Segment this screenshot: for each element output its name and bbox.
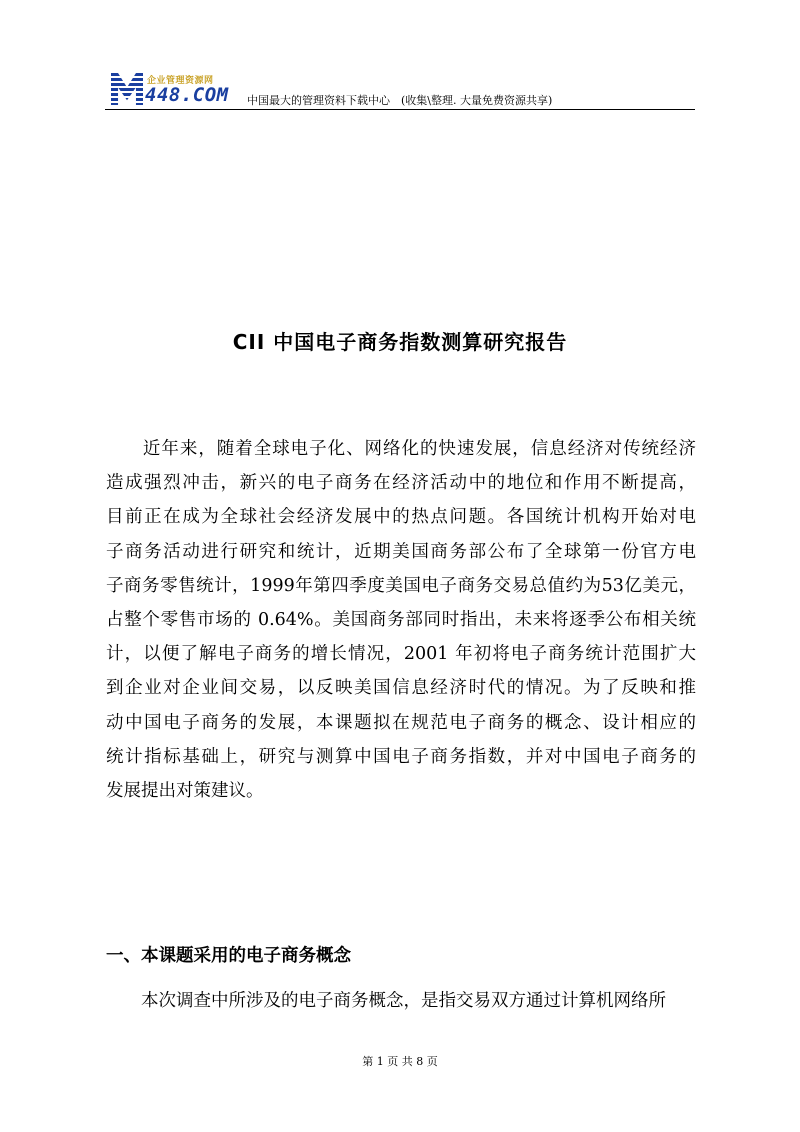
paragraph-line: 统计指标基础上，研究与测算中国电子商务指数，并对中国电子商务的 [106,746,696,767]
paragraph-line: 到企业对企业间交易，以反映美国信息经济时代的情况。为了反映和推 [106,678,696,699]
site-logo [111,73,241,107]
logo-m-mark [111,73,143,105]
section-heading: 一、本课题采用的电子商务概念 [106,946,351,966]
page-footer: 第 1 页 共 8 页 [362,1055,438,1068]
paragraph-line: 子商务活动进行研究和统计，近期美国商务部公布了全球第一份官方电 [106,541,696,562]
page-header [105,70,695,110]
paragraph-line: 近年来，随着全球电子化、网络化的快速发展，信息经济对传统经济 [106,439,696,459]
paragraph-line: 占整个零售市场的 0.64%。美国商务部同时指出，未来将逐季公布相关统 [106,610,696,631]
logo-domain-text: 448.COM [145,84,229,106]
paragraph-line: 目前正在成为全球社会经济发展中的热点问题。各国统计机构开始对电 [106,507,696,528]
header-tagline: 中国最大的管理资料下载中心 (收集\整理. 大量免费资源共享) [247,94,553,107]
document-title: CII 中国电子商务指数测算研究报告 [232,330,568,354]
header-divider [105,109,695,110]
paragraph-line-last: 发展提出对策建议。 [106,781,264,802]
paragraph-line: 动中国电子商务的发展，本课题拟在规范电子商务的概念、设计相应的 [106,712,696,733]
paragraph-line: 子商务零售统计，1999年第四季度美国电子商务交易总值约为53亿美元， [106,575,696,596]
paragraph-line: 造成强烈冲击，新兴的电子商务在经济活动中的地位和作用不断提高， [106,473,696,494]
intro-paragraph [106,432,696,808]
logo-chinese-text: 企业管理资源网 [147,76,214,86]
paragraph-line: 计，以便了解电子商务的增长情况，2001 年初将电子商务统计范围扩大 [106,644,696,665]
section-paragraph: 本次调查中所涉及的电子商务概念，是指交易双方通过计算机网络所 [106,991,666,1011]
